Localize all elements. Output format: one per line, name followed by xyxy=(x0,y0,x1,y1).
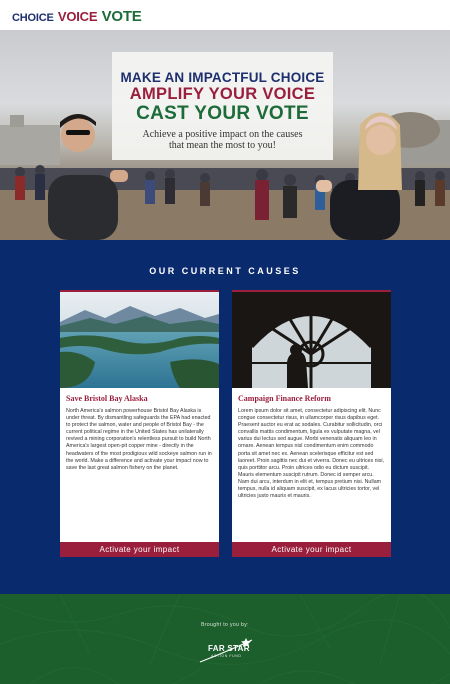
logo-word-choice: CHOICE xyxy=(12,12,54,24)
causes-section xyxy=(0,240,450,594)
cause-card-bristol-bay xyxy=(60,290,219,557)
site-header xyxy=(0,0,450,30)
cause-title: Save Bristol Bay Alaska xyxy=(66,394,148,403)
logo-word-vote: VOTE xyxy=(101,8,142,25)
cause-image-campaign-finance xyxy=(232,292,391,388)
hero-headline-choice: MAKE AN IMPACTFUL CHOICE xyxy=(120,70,325,85)
brought-to-you-label: Brought to you by: xyxy=(201,622,249,628)
hero-headline-voice: AMPLIFY YOUR VOICE xyxy=(129,85,316,103)
cause-title: Campaign Finance Reform xyxy=(238,394,331,403)
hero-banner xyxy=(0,30,450,240)
hero-subtitle-line1: Achieve a positive impact on the causes xyxy=(142,129,303,140)
hero-message-box xyxy=(112,52,333,160)
cause-image-bristol-bay xyxy=(60,292,219,388)
causes-section-title: OUR CURRENT CAUSES xyxy=(149,266,301,276)
site-logo[interactable] xyxy=(12,8,142,26)
hero-subtitle xyxy=(112,129,333,151)
hero-headline-vote: CAST YOUR VOTE xyxy=(136,103,309,124)
sponsor-subtitle: ACTION FUND xyxy=(211,654,242,658)
cause-description: North America's salmon powerhouse Bristol Bay Alaska is under threat. By dismantling safeguards the EPA had enacted to protect the salmon, water and people of Bristol Bay - the current political regime in the United States has unilaterally revived a mining corporation's relentless pursuit to build North America's largest open-pit copper mine - directly in the headwaters of the most prodigious wild sockeye salmon run in the world. Make a difference and activate your impact now to save the last great salmon fishery on the planet. xyxy=(66,408,212,471)
cause-card-campaign-finance xyxy=(232,290,391,557)
logo-word-voice: VOICE xyxy=(57,9,98,24)
hero-subtitle-line2: that mean the most to you! xyxy=(169,140,276,151)
cause-description: Lorem ipsum dolor sit amet, consectetur adipiscing elit. Nunc congue consectetur risus, in ullamcorper risus dapibus eget. Praesent auctor eu erat ac sodales. Curabitur sollicitudin, orci convallis mattis condimentum, ligula ex vulputate magna, vel varius dui lectus sed augue. Morbi venenatis aliquam leo in ornare. Aenean tempus nisl condimentum enim commodo porta sit amet nec ex. Aenean scelerisque efficitur est sed laoreet. Proin sagittis nec dui et viverra. Donec eu ultrices nisi, quis porttitor arcu. Proin ultrices odio eu dictum suscipit. Mauris elementum suscipit rutrum. Donec id semper arcu. Nam dui arcu, interdum in elit et, tempus pretium nisi. Nullam tempus, nulla id aliquam suscipit, ex lacus ultricies tortor, vel ultricies justo mauris et mauris. xyxy=(238,408,385,500)
far-star-logo[interactable] xyxy=(196,636,256,666)
activate-impact-button[interactable]: Activate your impact xyxy=(60,542,219,557)
sponsor-name: FAR STAR xyxy=(208,644,250,653)
site-footer xyxy=(0,594,450,684)
activate-impact-button[interactable]: Activate your impact xyxy=(232,542,391,557)
